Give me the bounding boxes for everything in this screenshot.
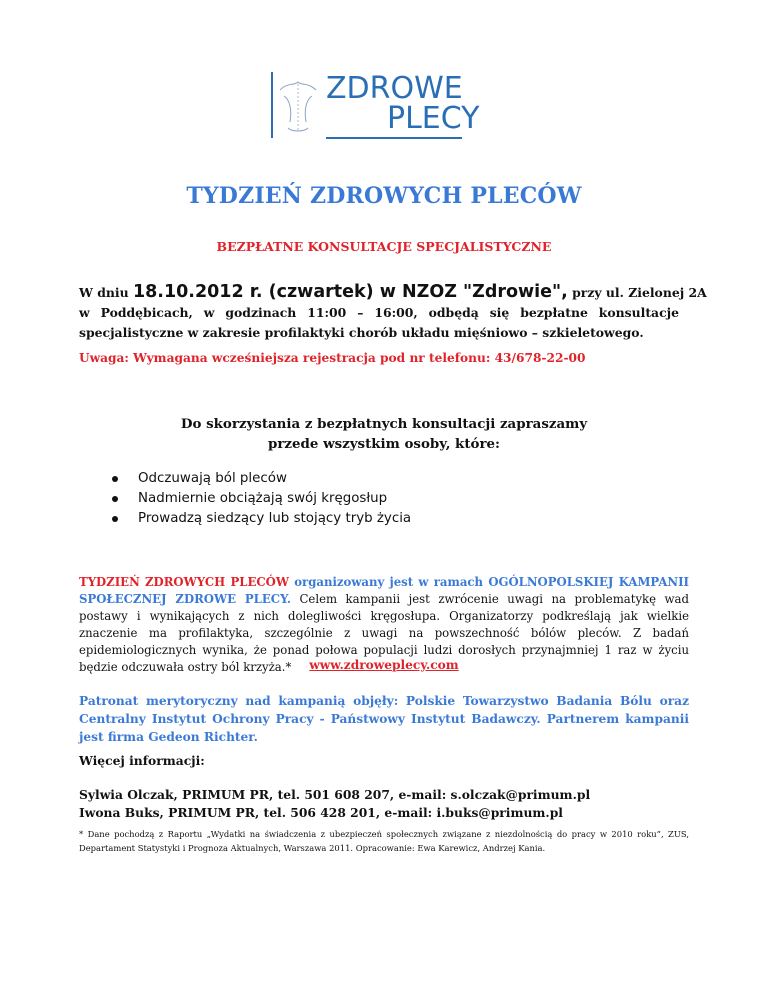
page-title: TYDZIEŃ ZDROWYCH PLECÓW xyxy=(186,183,582,209)
logo-underline xyxy=(326,137,462,139)
patronage-paragraph: Patronat merytoryczny nad kampanią objęły: Polskie Towarzystwo Badania Bólu oraz Centralny Instytut Ochrony Pracy - Państwowy Instytut Badawczy. Partnerem kampanii jest firma Gedeon Richter. xyxy=(79,694,689,744)
bullet-icon xyxy=(112,516,118,522)
subtitle: BEZPŁATNE KONSULTACJE SPECJALISTYCZNE xyxy=(216,239,552,254)
contacts-block xyxy=(79,786,590,822)
intro-first-line xyxy=(79,282,707,303)
list-item xyxy=(106,489,411,509)
intro-address-start: przy ul. Zielonej 2A xyxy=(572,285,707,300)
list-item xyxy=(106,469,411,489)
zdrowe-plecy-logo xyxy=(270,70,492,138)
logo-text-line2: PLECY xyxy=(387,101,480,136)
list-item-text: Prowadzą siedzący lub stojący tryb życia xyxy=(138,511,412,526)
campaign-body: Celem kampanii jest zwrócenie uwagi na problematykę wad postawy i wynikających z nich dolegliwości kręgosłupa. Organizatorzy podkreślają jak wielkie znaczenie ma profilaktyka, szczególnie z uwagi na powszechność bólów pleców. Z badań epidemiologicznych wynika, że ponad połowa populacji ludzi dorosłych przynajmniej 1 raz w życiu będzie odczuwała ostry ból krzyża.* xyxy=(79,592,689,674)
invite-line1: Do skorzystania z bezpłatnych konsultacji zapraszamy xyxy=(180,416,588,432)
campaign-organized: organizowany jest w ramach xyxy=(289,575,489,589)
invite-line2: przede wszystkim osoby, które: xyxy=(268,436,500,452)
intro-paragraph xyxy=(79,282,707,343)
contact-line: Sylwia Olczak, PRIMUM PR, tel. 501 608 207, e-mail: s.olczak@primum.pl xyxy=(79,787,591,802)
registration-warning: Uwaga: Wymagana wcześniejsza rejestracja pod nr telefonu: 43/678-22-00 xyxy=(79,351,586,365)
symptom-list xyxy=(106,469,411,529)
list-item xyxy=(106,509,411,529)
invite-heading xyxy=(0,414,768,454)
list-item-text: Odczuwają ból pleców xyxy=(138,471,287,486)
bullet-icon xyxy=(112,496,118,502)
intro-w-dniu: W dniu xyxy=(79,285,129,300)
intro-date-place: 18.10.2012 r. (czwartek) w NZOZ "Zdrowie", xyxy=(132,282,568,302)
campaign-name: TYDZIEŃ ZDROWYCH PLECÓW xyxy=(79,575,289,589)
bullet-icon xyxy=(112,476,118,482)
contact-line: Iwona Buks, PRIMUM PR, tel. 506 428 201, e-mail: i.buks@primum.pl xyxy=(79,805,563,820)
logo-text-line1: ZDROWE xyxy=(326,71,463,106)
intro-rest: w Poddębicach, w godzinach 11:00 – 16:00, odbędą się bezpłatne konsultacje specjalistyczne w zakresie profilaktyki chorób układu mięśniowo – szkieletowego. xyxy=(79,305,679,340)
list-item-text: Nadmiernie obciążają swój kręgosłup xyxy=(138,491,388,506)
more-info-heading: Więcej informacji: xyxy=(79,753,205,768)
website-link[interactable]: www.zdroweplecy.com xyxy=(309,658,459,672)
spine-figure-icon xyxy=(270,70,326,140)
campaign-national: OGÓLNOPOLSKIEJ KAMPANII SPOŁECZNEJ ZDROWE PLECY. xyxy=(79,575,690,606)
footnote: * Dane pochodzą z Raportu „Wydatki na świadczenia z ubezpieczeń społecznych związane z niezdolnością do pracy w 2010 roku”, ZUS, Departament Statystyki i Prognoza Aktualnych, Warszawa 2011. Opracowanie: Ewa Karewicz, Andrzej Kania. xyxy=(79,829,689,853)
